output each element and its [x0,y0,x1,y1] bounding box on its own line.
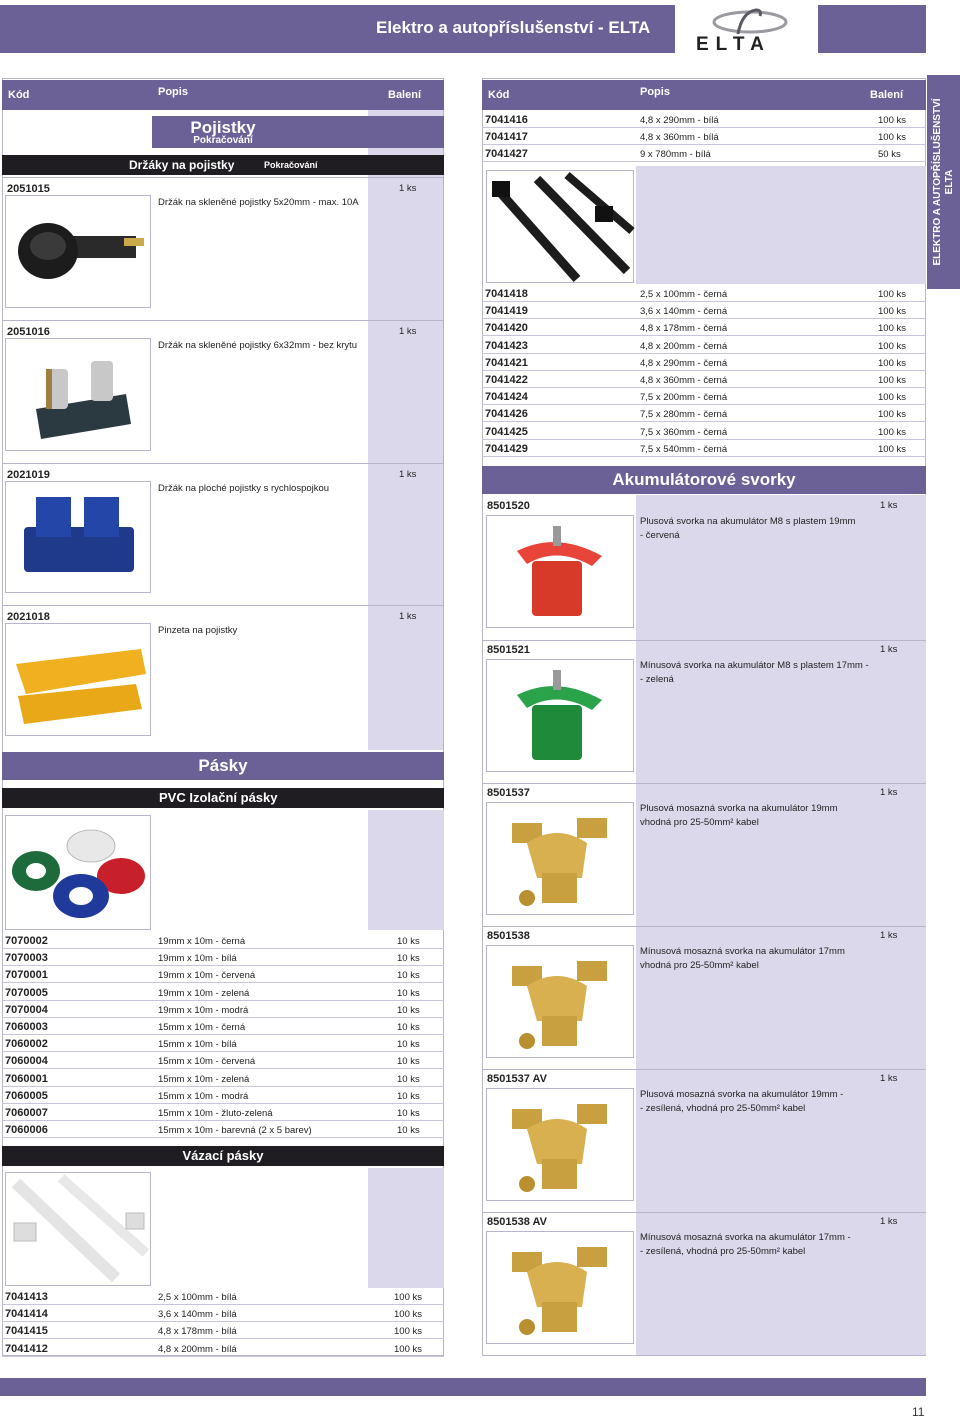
row-pack: 100 ks [878,392,906,404]
item-pack: 1 ks [880,930,898,941]
row-code: 7041412 [5,1342,48,1355]
col-code: Kód [488,89,510,101]
row-pack: 100 ks [394,1326,422,1338]
col-code: Kód [8,89,30,101]
product-image-white-cable-ties [5,1172,151,1286]
item-pack: 1 ks [399,611,417,622]
row-pack: 100 ks [394,1292,422,1303]
page-number: 11 [912,1405,925,1419]
row-pack: 100 ks [878,426,906,438]
row-pack: 100 ks [878,306,906,318]
col-pack: Balení [870,89,904,101]
table-row [482,405,926,422]
row-desc: 4,8 x 200mm - černá [640,340,728,352]
row-code: 7041422 [485,374,528,386]
list-item [482,497,926,640]
table-row [2,1340,444,1357]
product-image-battery-terminal [486,802,634,915]
row-pack: 10 ks [397,1039,420,1051]
item-desc-line2: - zelená [640,674,674,685]
item-desc-line1: Plusová mosazná svorka na akumulátor 19mm - [640,1089,844,1100]
left-column-header [2,80,444,110]
row-desc: 4,8 x 360mm - černá [640,375,728,386]
row-code: 7060001 [5,1072,48,1085]
row-desc: 15mm x 10m - černá [158,1022,246,1033]
row-pack: 100 ks [394,1343,422,1355]
table-row [2,1104,444,1121]
table-row [482,371,926,388]
row-desc: 9 x 780mm - bílá [640,149,711,161]
row-code: 7041424 [485,391,528,404]
row-code: 7041420 [485,322,528,335]
item-desc-line2: - červená [640,530,680,541]
item-desc-line2: vhodná pro 25-50mm² kabel [640,960,759,971]
item-desc-line1: Mínusová mosazná svorka na akumulátor 17mm - [640,1232,851,1243]
list-item [482,640,926,783]
item-desc-line2: vhodná pro 25-50mm² kabel [640,817,759,828]
row-code: 7070005 [5,986,48,999]
row-code: 7060007 [5,1107,48,1119]
drzaky-header [2,155,444,175]
row-code: 7070003 [5,952,48,965]
table-row [2,1121,444,1138]
row-code: 7060004 [5,1055,48,1068]
logo-text: ELTA [696,34,771,55]
item-pack: 1 ks [399,326,417,337]
side-tab-line2: ELTA [944,169,955,195]
product-image-black-cable-ties [486,170,634,283]
product-image-fuse-tweezers [5,623,151,736]
table-row [2,1018,444,1035]
row-pack: 10 ks [397,1022,420,1033]
item-code: 8501521 [487,644,530,656]
item-desc-line1: Mínusová svorka na akumulátor M8 s plastem 17mm - [640,660,869,671]
row-code: 7041425 [485,425,528,438]
table-row [482,337,926,354]
row-desc: 4,8 x 178mm - bílá [158,1326,237,1338]
row-desc: 4,8 x 290mm - černá [640,357,728,369]
product-image-pvc-tapes [5,815,151,930]
row-desc: 19mm x 10m - červená [158,970,256,982]
table-row [2,1087,444,1104]
row-pack: 100 ks [394,1309,422,1321]
table-row [2,932,444,949]
item-code: 8501520 [487,500,530,512]
col-pack: Balení [388,89,422,101]
row-pack: 10 ks [397,1108,420,1119]
row-code: 7070004 [5,1003,48,1016]
drzaky-sub: Pokračování [264,160,318,170]
pasky-title: Pásky [198,756,248,775]
table-row [482,440,926,457]
row-code: 7060002 [5,1038,48,1051]
row-desc: 15mm x 10m - modrá [158,1090,249,1102]
item-pack: 1 ks [399,469,417,480]
item-code: 8501537 AV [487,1073,547,1085]
elta-logo [690,4,810,54]
side-tab [927,75,960,289]
product-image-battery-terminal [486,1088,634,1201]
row-code: 7041429 [485,442,528,455]
product-image-fuse-holder-5x20 [5,195,151,308]
product-image-battery-terminal [486,515,634,628]
table-row [2,949,444,966]
row-pack: 100 ks [878,443,906,455]
row-code: 7060005 [5,1089,48,1102]
table-row [482,128,926,145]
row-code: 7041423 [485,339,528,352]
item-desc-line1: Plusová mosazná svorka na akumulátor 19mm [640,803,838,814]
header-bar-right [818,5,926,53]
row-code: 7070001 [5,969,48,982]
pojistky-sub: Pokračování [193,135,253,146]
black-ties-lavender-col [636,166,926,284]
table-row [482,145,926,162]
vazaci-title: Vázací pásky [182,1148,264,1163]
row-pack: 100 ks [878,289,906,300]
table-row [2,1001,444,1018]
header-title: Elektro a autopříslušenství - ELTA [376,18,651,37]
item-desc-line2: - zesílená, vhodná pro 25-50mm² kabel [640,1246,806,1257]
item-code: 2051016 [7,326,50,338]
row-desc: 7,5 x 280mm - černá [640,409,728,421]
table-row [482,302,926,319]
item-pack: 1 ks [880,1073,898,1084]
row-code: 7041413 [5,1291,48,1303]
row-code: 7041426 [485,408,528,421]
product-image-battery-terminal [486,945,634,1058]
table-row [2,1288,444,1305]
row-pack: 10 ks [397,1090,420,1102]
table-row [2,1035,444,1052]
row-desc: 3,6 x 140mm - bílá [158,1309,237,1321]
row-pack: 10 ks [397,953,420,965]
item-desc-line2: - zesílená, vhodná pro 25-50mm² kabel [640,1103,806,1114]
item-code: 2051015 [7,183,50,195]
item-desc: Držák na ploché pojistky s rychlospojkou [158,483,330,494]
item-desc-line1: Mínusová mosazná svorka na akumulátor 17mm [640,946,845,957]
row-desc: 15mm x 10m - barevná (2 x 5 barev) [158,1125,312,1137]
row-code: 7041417 [485,131,528,144]
row-code: 7041418 [485,288,528,300]
row-desc: 15mm x 10m - červená [158,1056,256,1068]
row-desc: 19mm x 10m - černá [158,936,246,947]
row-desc: 19mm x 10m - zelená [158,987,250,999]
list-item [482,1069,926,1212]
table-row [482,388,926,405]
row-pack: 100 ks [878,409,906,421]
drzaky-title: Držáky na pojistky [129,158,235,172]
item-desc-line1: Plusová svorka na akumulátor M8 s plastem 19mm [640,516,856,527]
pvc-header [2,788,444,808]
item-pack: 1 ks [880,787,898,798]
row-pack: 100 ks [878,115,906,126]
item-code: 8501537 [487,787,530,799]
row-desc: 2,5 x 100mm - černá [640,289,728,300]
row-pack: 100 ks [878,340,906,352]
row-pack: 10 ks [397,936,420,947]
item-code: 8501538 [487,930,530,942]
row-desc: 3,6 x 140mm - černá [640,306,728,318]
item-code: 2021019 [7,469,50,481]
row-code: 7041415 [5,1325,48,1338]
footer-bar [0,1378,926,1396]
table-row [482,354,926,371]
table-row [2,966,444,983]
row-desc: 4,8 x 360mm - bílá [640,132,719,144]
row-pack: 100 ks [878,132,906,144]
list-item [482,1212,926,1355]
product-image-battery-terminal [486,1231,634,1344]
table-row [482,423,926,440]
item-pack: 1 ks [399,183,417,194]
list-item [482,783,926,926]
col-desc: Popis [158,86,188,98]
row-code: 7041427 [485,148,528,161]
item-desc: Pinzeta na pojistky [158,625,238,636]
pvc-title: PVC Izolační pásky [159,790,278,805]
vazaci-header [2,1146,444,1166]
row-code: 7060003 [5,1021,48,1033]
akumulator-title: Akumulátorové svorky [612,470,796,489]
row-pack: 10 ks [397,1073,420,1085]
row-pack: 100 ks [878,323,906,335]
row-desc: 19mm x 10m - modrá [158,1004,249,1016]
table-row [2,1305,444,1322]
row-desc: 4,8 x 290mm - bílá [640,115,719,126]
row-pack: 100 ks [878,357,906,369]
table-row [2,1322,444,1339]
row-pack: 10 ks [397,1056,420,1068]
item-code: 2021018 [7,611,50,623]
row-desc: 15mm x 10m - žluto-zelená [158,1108,273,1119]
item-desc: Držák na skleněné pojistky 6x32mm - bez krytu [158,340,358,351]
right-column-header [482,80,926,110]
row-desc: 15mm x 10m - zelená [158,1073,250,1085]
row-code: 7070002 [5,935,48,947]
table-row [2,1052,444,1069]
row-code: 7060006 [5,1124,48,1137]
table-row [482,319,926,336]
item-pack: 1 ks [880,1216,898,1227]
product-image-blade-fuse-holder [5,481,151,593]
row-code: 7041414 [5,1308,48,1321]
pojistky-title: Pojistky [190,118,256,137]
product-image-battery-terminal [486,659,634,772]
row-desc: 2,5 x 100mm - bílá [158,1292,237,1303]
row-pack: 10 ks [397,1125,420,1137]
table-row [2,1070,444,1087]
row-code: 7041421 [485,356,528,369]
row-pack: 10 ks [397,970,420,982]
row-desc: 4,8 x 178mm - černá [640,323,728,335]
item-code: 8501538 AV [487,1216,547,1228]
row-desc: 19mm x 10m - bílá [158,953,237,965]
side-tab-line1: ELEKTRO A AUTOPŘÍSLUŠENSTVÍ [932,98,943,266]
row-pack: 100 ks [878,375,906,386]
row-desc: 7,5 x 540mm - černá [640,443,728,455]
table-row [482,285,926,302]
pojistky-header [152,116,444,148]
vazaci-lavender-col [368,1168,444,1288]
list-item [482,926,926,1069]
item-pack: 1 ks [880,644,898,655]
product-image-fuse-holder-6x32 [5,338,151,451]
row-pack: 10 ks [397,1004,420,1016]
pasky-header [2,752,444,780]
item-desc: Držák na skleněné pojistky 5x20mm - max. 10A [158,197,359,208]
table-row [2,984,444,1001]
row-desc: 7,5 x 200mm - černá [640,392,728,404]
row-desc: 15mm x 10m - bílá [158,1039,237,1051]
row-code: 7041419 [485,305,528,318]
row-pack: 50 ks [878,149,901,161]
row-desc: 4,8 x 200mm - bílá [158,1343,237,1355]
row-pack: 10 ks [397,987,420,999]
item-pack: 1 ks [880,500,898,511]
pvc-lavender-col [368,810,444,930]
row-desc: 7,5 x 360mm - černá [640,426,728,438]
table-row [482,111,926,128]
akumulator-header [482,466,926,494]
row-code: 7041416 [485,114,528,126]
col-desc: Popis [640,86,670,98]
